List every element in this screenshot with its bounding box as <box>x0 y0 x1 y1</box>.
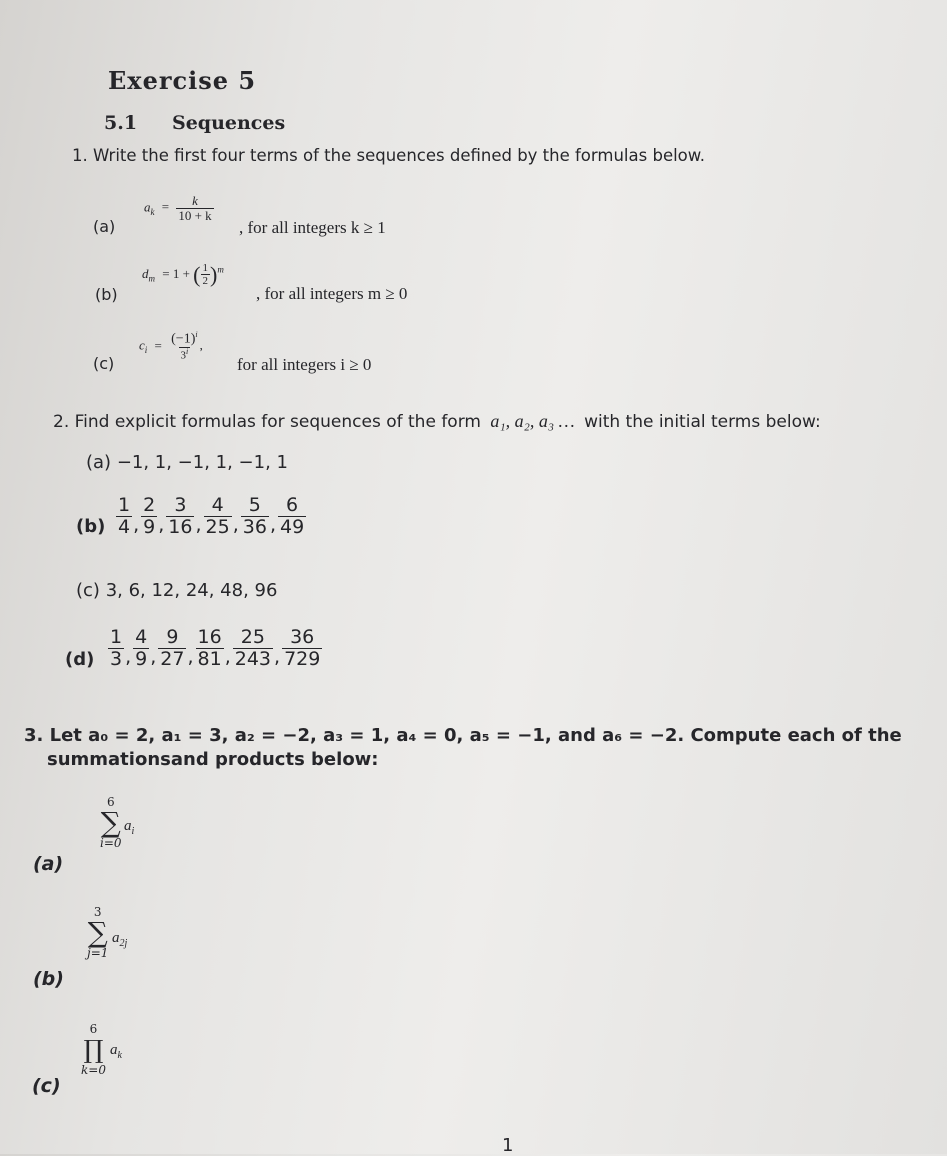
fraction-denominator: 9 <box>143 515 156 538</box>
q1-c-lhs-sub: i <box>144 345 148 356</box>
sequence-fraction <box>233 628 273 670</box>
q1-a-den: 10 + k <box>178 207 212 223</box>
q1-b-num: 1 <box>202 261 208 274</box>
q3-b-lower: j=1 <box>87 946 109 960</box>
q3-a-lower: i=0 <box>100 836 122 850</box>
q1-b-lhs-sub: m <box>148 273 155 284</box>
fraction-denominator: 16 <box>168 515 193 538</box>
q3-b-term <box>112 930 127 949</box>
q1-c-label: (c) <box>93 354 115 373</box>
sequence-comma: , <box>158 513 165 536</box>
fraction-numerator: 1 <box>110 626 123 648</box>
fraction-denominator: 9 <box>135 647 148 670</box>
q1-b-rhs: = 1 + <box>162 265 190 281</box>
fraction-numerator: 6 <box>286 494 299 516</box>
q1-a-lhs: a <box>144 199 151 215</box>
q1-a-fraction <box>176 194 213 223</box>
q1-c-formula: $c_i$ = $\frac{(-1)^i}{3^i}$ , <box>139 330 203 362</box>
sequence-comma: , <box>232 513 239 536</box>
sequence-comma: , <box>133 513 140 536</box>
fraction-denominator: 4 <box>118 515 131 538</box>
fraction-numerator: 3 <box>174 494 187 516</box>
q3-line1: 3. Let a₀ = 2, a₁ = 3, a₂ = −2, a₃ = 1, a₄ = 0, a₅ = −1, and a₆ = −2. Compute each of the <box>24 725 902 746</box>
fraction-numerator: 36 <box>290 626 315 648</box>
sequence-fraction <box>278 496 306 538</box>
q1-c-den-exp: i <box>186 347 189 357</box>
q2-text-before: 2. Find explicit formulas for sequences of the form <box>53 412 481 432</box>
sequence-fraction <box>116 496 132 538</box>
sequence-fraction <box>204 496 232 538</box>
q3-line2: summationsand products below: <box>47 749 379 770</box>
sequence-comma: , <box>187 645 194 668</box>
sequence-fraction <box>141 496 157 538</box>
sequence-fraction <box>241 496 269 538</box>
sequence-fraction <box>282 628 322 670</box>
sequence-comma: , <box>224 645 231 668</box>
q2-c <box>76 580 277 601</box>
q1-b-label: (b) <box>95 285 118 304</box>
sequence-comma: , <box>125 645 132 668</box>
sequence-fraction <box>196 628 224 670</box>
q3-c-product-operator <box>81 1023 106 1077</box>
fraction-denominator: 81 <box>197 647 222 670</box>
sequence-comma: , <box>269 513 276 536</box>
q3-a-symbol: ∑ <box>100 806 121 839</box>
fraction-numerator: 9 <box>166 626 179 648</box>
q2-d-label: (d) <box>65 649 95 670</box>
q3-c-term-sub: k <box>117 1050 122 1061</box>
q2-c-terms: 3, 6, 12, 24, 48, 96 <box>105 580 278 601</box>
q1-a-num: k <box>192 193 198 208</box>
q3-a-upper: 6 <box>106 795 115 809</box>
fraction-denominator: 25 <box>205 515 230 538</box>
q2-b-label: (b) <box>76 516 106 537</box>
q1-c-comma: , <box>199 337 203 353</box>
section-title: Sequences <box>172 112 286 134</box>
q3-a-term-base: a <box>124 818 132 834</box>
sequence-fraction <box>166 496 194 538</box>
q3-c-term <box>110 1042 122 1061</box>
q3-b-sum-operator <box>87 906 108 960</box>
q1-c-den: 3 <box>180 350 186 362</box>
fraction-numerator: 2 <box>143 494 156 516</box>
q3-b-upper: 3 <box>93 905 102 919</box>
fraction-numerator: 1 <box>118 494 131 516</box>
sequence-fraction <box>133 628 149 670</box>
sequence-fraction <box>158 628 186 670</box>
q1-b-den: 2 <box>202 275 208 288</box>
fraction-denominator: 729 <box>284 647 321 670</box>
q3-b-symbol: ∑ <box>87 916 108 949</box>
q1-b-formula: $d_m = 1$ + ( $\frac{1}{2}$ )$^m$ <box>142 261 224 288</box>
q3-b-term-sub: 2j <box>119 938 128 949</box>
q1-c-condition: for all integers i ≥ 0 <box>237 355 372 374</box>
q3-c-symbol: ∏ <box>83 1035 104 1064</box>
page-number: 1 <box>502 1135 514 1156</box>
sequence-fraction <box>108 628 124 670</box>
q2-a-terms: −1, 1, −1, 1, −1, 1 <box>116 452 288 473</box>
fraction-numerator: 4 <box>135 626 148 648</box>
q2-c-label: (c) <box>76 580 100 601</box>
q3-c-upper: 6 <box>89 1022 98 1036</box>
fraction-denominator: 3 <box>110 647 123 670</box>
q1-c-num: (−1) <box>171 331 196 347</box>
q3-b-label: (b) <box>33 968 64 990</box>
q1-c-lhs: c <box>139 337 145 353</box>
q1-c-num-exp: i <box>195 330 198 339</box>
q1-b-lhs: d <box>142 265 149 281</box>
q1-c-fraction <box>169 331 199 362</box>
q3-b-term-base: a <box>112 930 120 946</box>
q3-a-sum-operator <box>100 796 122 850</box>
q1-b-exp: m <box>217 264 224 275</box>
fraction-numerator: 4 <box>211 494 224 516</box>
section-number: 5.1 <box>104 112 138 134</box>
fraction-numerator: 16 <box>197 626 222 648</box>
fraction-numerator: 5 <box>248 494 261 516</box>
q2-text-after: with the initial terms below: <box>584 412 821 432</box>
q3-c-lower: k=0 <box>81 1063 106 1077</box>
q3-a-label: (a) <box>33 853 64 875</box>
q1-text: 1. Write the first four terms of the sequences defined by the formulas below. <box>72 146 705 165</box>
sequence-comma: , <box>274 645 281 668</box>
fraction-numerator: 25 <box>240 626 265 648</box>
q2-a-label: (a) <box>86 452 112 473</box>
q2-a <box>86 452 288 473</box>
q3-a-term-sub: i <box>131 826 135 837</box>
q1-b-fraction <box>201 263 211 288</box>
q3-c-label: (c) <box>32 1075 61 1097</box>
q2-d-sequence <box>108 628 322 670</box>
sequence-comma: , <box>150 645 157 668</box>
fraction-denominator: 27 <box>160 647 185 670</box>
q1-a-formula: $a_k$ = $\frac{k}{10 + k}$ <box>144 193 212 223</box>
q2-line <box>53 411 821 432</box>
q1-a-condition: , for all integers k ≥ 1 <box>239 218 386 237</box>
fraction-denominator: 49 <box>279 515 305 538</box>
q3-c-term-base: a <box>110 1042 118 1058</box>
exercise-title: Exercise 5 <box>108 66 257 95</box>
fraction-denominator: 243 <box>234 647 272 670</box>
q2-form: a₁, a₂, a₃ … <box>490 411 575 431</box>
q1-b-condition: , for all integers m ≥ 0 <box>256 284 408 303</box>
q2-b-sequence <box>116 496 306 538</box>
q1-a-lhs-sub: k <box>150 207 155 218</box>
fraction-denominator: 36 <box>242 515 267 538</box>
q3-a-term <box>124 818 134 837</box>
q1-a-label: (a) <box>93 217 116 236</box>
sequence-comma: , <box>195 513 202 536</box>
